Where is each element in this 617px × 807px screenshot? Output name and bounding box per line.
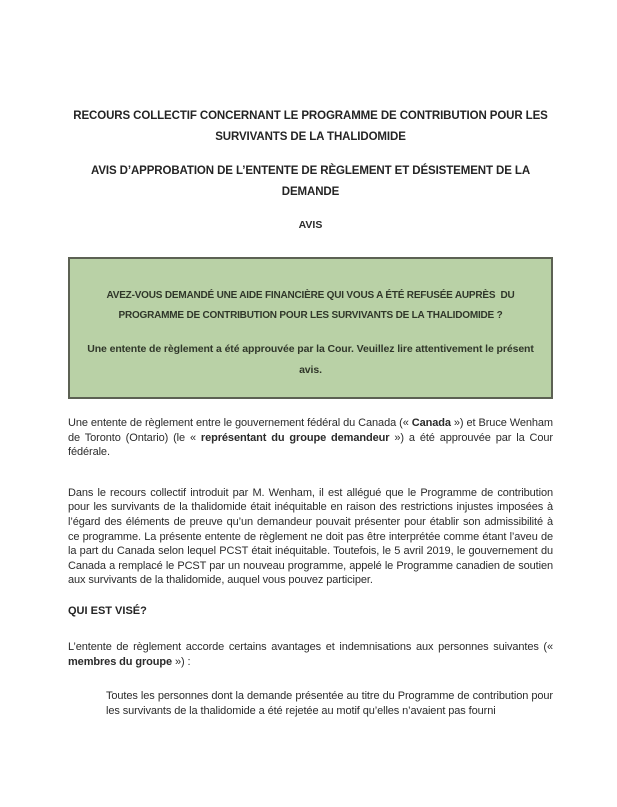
paragraph-group-members	[68, 640, 553, 669]
document-subtitle-line-2: DEMANDE	[281, 186, 340, 198]
text-run: L’entente de règlement accorde certains avantages et indemnisations aux personnes suivantes («	[68, 640, 553, 653]
text-run: Une entente de règlement entre le gouvernement fédéral du Canada («	[68, 417, 412, 429]
green-notice-box	[68, 257, 553, 399]
notice-question-line-2: PROGRAMME DE CONTRIBUTION POUR LES SURVIVANTS DE LA THALIDOMIDE ?	[118, 310, 503, 321]
bold-term-canada: Canada	[411, 417, 451, 429]
paragraph-class-action-allegations: Dans le recours collectif introduit par M. Wenham, il est allégué que le Programme de contribution pour les survivants de la thalidomide était inéquitable en raison des restrictions injustes imposées à l’égard des éléments de preuve qu’un demandeur pouvait présenter pour établir son admissibilité à ce programme. La présente entente de règlement ne doit pas être interprétée comme étant l’aveu de la part du Canada selon lequel PCST était inéquitable. Toutefois, le 5 avril 2019, le gouvernement du Canada a remplacé le PCST par un nouveau programme, appelé le Programme canadien de soutien aux survivants de la thalidomide, auquel vous pouvez participer.	[68, 486, 553, 587]
document-title	[68, 106, 553, 148]
document-subtitle	[68, 161, 553, 203]
document-content-column	[68, 0, 553, 718]
text-run: ») a été approuvée par la Cour fédérale.	[68, 431, 553, 459]
notice-label: AVIS	[298, 219, 323, 231]
notice-subtext: Une entente de règlement a été approuvée par la Cour. Veuillez lire attentivement le présent avis.	[87, 343, 534, 376]
bold-term-group-representative: représentant du groupe demandeur	[200, 431, 390, 444]
section-heading-qui-est-vise: QUI EST VISÉ?	[68, 604, 147, 617]
bold-term-group-members: membres du groupe	[68, 655, 173, 668]
document-title-line-1: RECOURS COLLECTIF CONCERNANT LE PROGRAMME DE CONTRIBUTION POUR LES	[73, 110, 548, 122]
text-run: ») et Bruce Wenham de Toronto (Ontario) (le «	[68, 417, 553, 444]
document-subtitle-line-1: AVIS D’APPROBATION DE L’ENTENTE DE RÈGLEMENT ET DÉSISTEMENT DE LA	[90, 165, 531, 177]
document-title-line-2: SURVIVANTS DE LA THALIDOMIDE	[215, 131, 406, 143]
paragraph-settlement-approval	[68, 416, 553, 460]
paragraph-rejected-applicants: Toutes les personnes dont la demande présentée au titre du Programme de contribution pour les survivants de la thalidomide a été rejetée au motif qu’elles n’avaient pas fourni	[106, 690, 553, 717]
text-run: ») :	[172, 655, 191, 668]
notice-question-line-1: AVEZ-VOUS DEMANDÉ UNE AIDE FINANCIÈRE QUI VOUS A ÉTÉ REFUSÉE AUPRÈS DU	[106, 290, 515, 301]
